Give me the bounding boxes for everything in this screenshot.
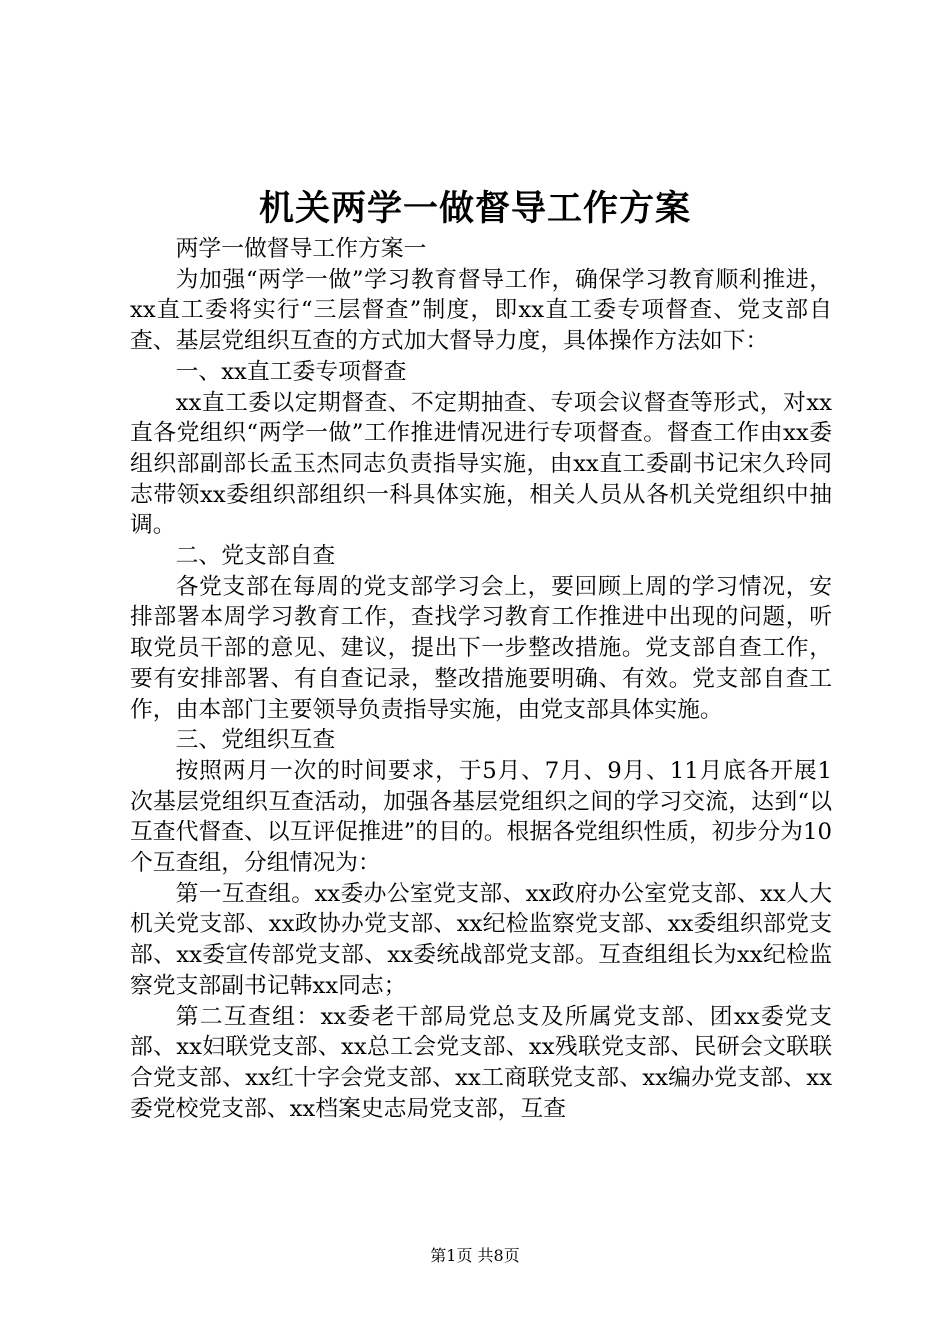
document-title: 机关两学一做督导工作方案 [258, 188, 691, 229]
group-2-paragraph: 第二互查组：xx委老干部局党总支及所属党支部、团xx委党支部、xx妇联党支部、xx总工会党支部、xx残联党支部、民研会文联联合党支部、xx红十字会党支部、xx工商联党支部、xx编办党支部、xx委党校党支部、xx档案史志局党支部，互查 [130, 1003, 832, 1122]
document-body [130, 234, 832, 1124]
section-3-paragraph: 按照两月一次的时间要求，于5月、7月、9月、11月底各开展1次基层党组织互查活动，加强各基层党组织之间的学习交流，达到“以互查代督查、以互评促推进”的目的。根据各党组织性质，初步分为10个互查组，分组情况为： [130, 757, 832, 877]
group-1-paragraph: 第一互查组。xx委办公室党支部、xx政府办公室党支部、xx人大机关党支部、xx政协办党支部、xx纪检监察党支部、xx委组织部党支部、xx委宣传部党支部、xx委统战部党支部。互查组组长为xx纪检监察党支部副书记韩xx同志； [130, 880, 832, 999]
page-footer: 第1页 共8页 [430, 1246, 520, 1265]
section-2-paragraph: 各党支部在每周的党支部学习会上，要回顾上周的学习情况，安排部署本周学习教育工作，查找学习教育工作推进中出现的问题，听取党员干部的意见、建议，提出下一步整改措施。党支部自查工作，要有安排部署、有自查记录，整改措施要明确、有效。党支部自查工作，由本部门主要领导负责指导实施，由党支部具体实施。 [130, 573, 832, 723]
section-1-paragraph: xx直工委以定期督查、不定期抽查、专项会议督查等形式，对xx直各党组织“两学一做”工作推进情况进行专项督查。督查工作由xx委组织部副部长孟玉杰同志负责指导实施，由xx直工委副书记宋久玲同志带领xx委组织部组织一科具体实施，相关人员从各机关党组织中抽调。 [130, 389, 832, 539]
subtitle: 两学一做督导工作方案一 [175, 236, 427, 262]
section-heading-1: 一、xx直工委专项督查 [175, 358, 407, 385]
intro-paragraph: 为加强“两学一做”学习教育督导工作，确保学习教育顺利推进，xx直工委将实行“三层督查”制度，即xx直工委专项督查、党支部自查、基层党组织互查的方式加大督导力度，具体操作方法如下： [130, 266, 832, 355]
section-heading-3: 三、党组织互查 [175, 727, 336, 754]
section-heading-2: 二、党支部自查 [175, 543, 336, 570]
